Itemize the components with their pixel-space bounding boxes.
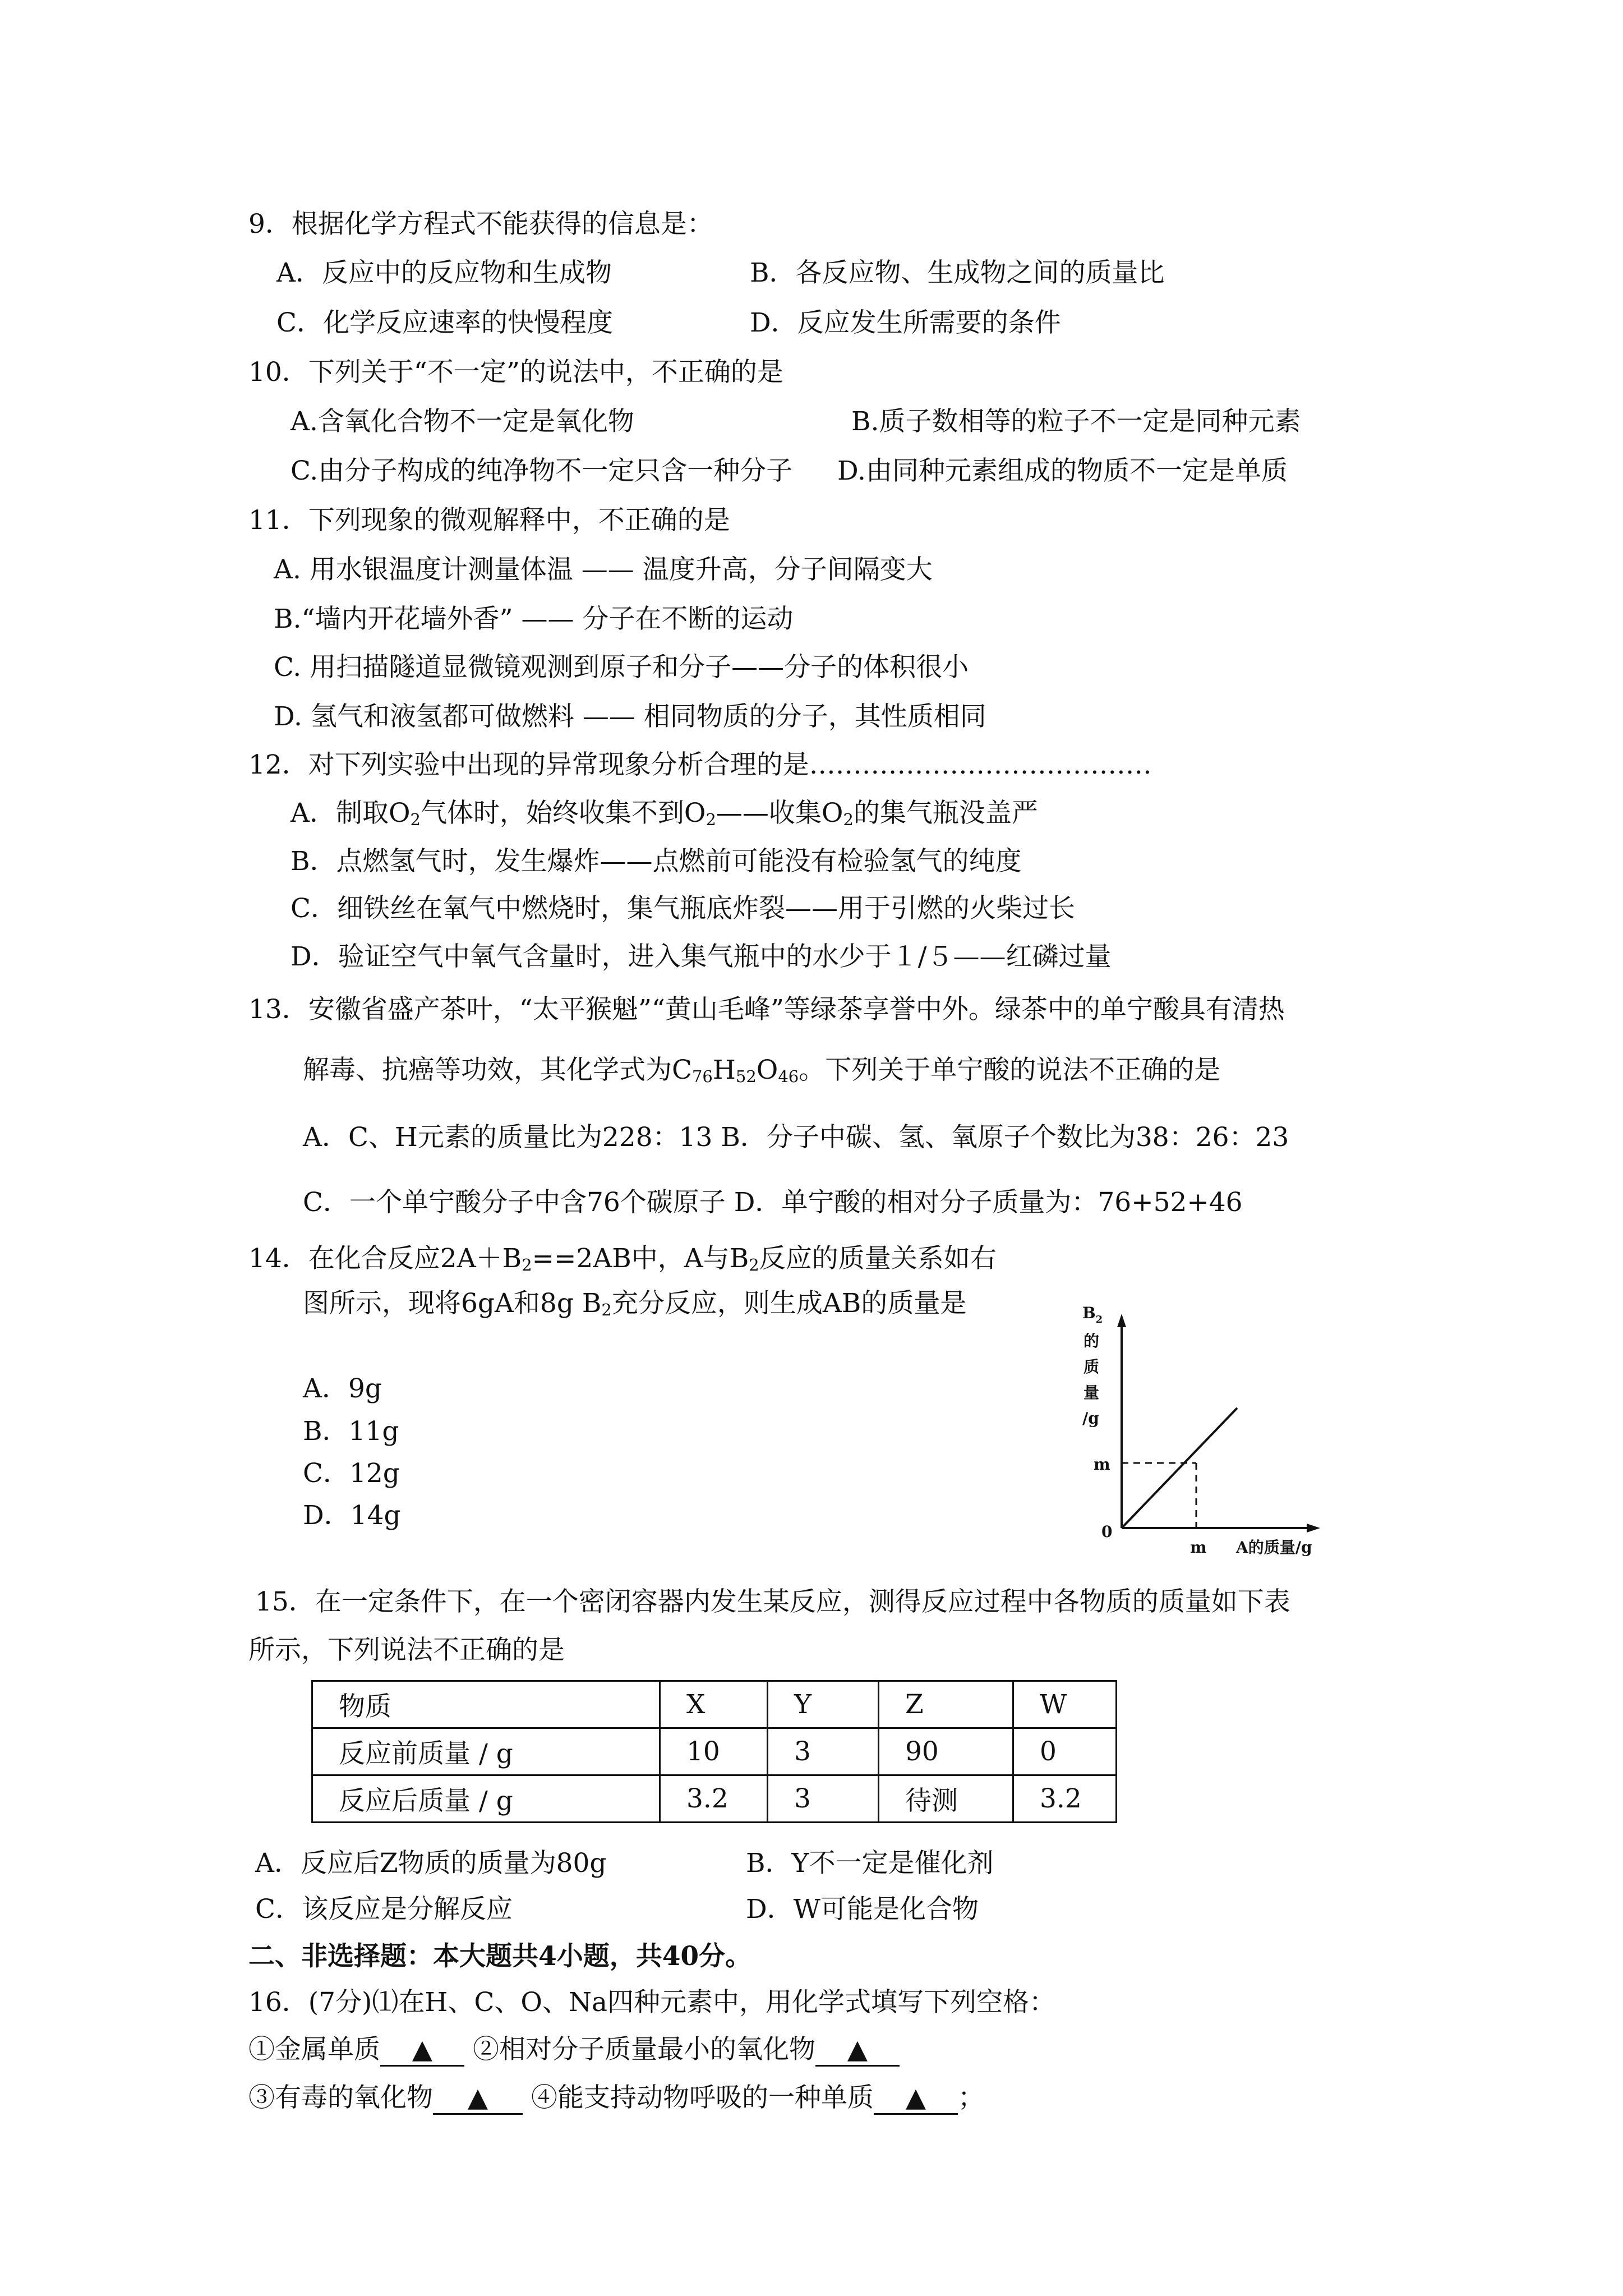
q14-stem-line2: 图所示，现将6gA和8g $B_2$充分反应，则生成AB的质量是 [303,1288,967,1319]
q9-option-d: D．反应发生所需要的条件 [750,307,1061,338]
q11-option-c: C. 用扫描隧道显微镜观测到原子和分子——分子的体积很小 [274,652,969,683]
q16-item-2: ②相对分子质量最小的氧化物 [472,2034,815,2065]
q10-option-d: D.由同种元素组成的物质不一定是单质 [837,455,1288,486]
table-cell: 待测 [879,1775,1013,1823]
answer-blank-3[interactable]: ▲ [433,2083,523,2115]
q10-option-b: B.质子数相等的粒子不一定是同种元素 [851,406,1301,437]
q14-option-c: C．12g [303,1458,400,1489]
q16-stem: 16．(7分)⑴在H、C、O、Na四种元素中，用化学式填写下列空格： [248,1987,1056,2018]
y-label-3: 量 [1083,1383,1100,1402]
q9-option-c: C．化学反应速率的快慢程度 [276,307,613,338]
y-label-2: 质 [1083,1358,1100,1376]
table-cell: 反应前质量 / g [312,1728,660,1775]
q16-line2 [248,2081,984,2115]
q16-item-4: ④能支持动物呼吸的一种单质 [531,2082,874,2113]
q15-option-a: A．反应后Z物质的质量为80g [255,1848,607,1879]
table-cell: 0 [1013,1728,1117,1775]
x-label: A的质量/g [1236,1538,1312,1557]
y-tick-m: m [1094,1455,1110,1474]
y-label-1: 的 [1083,1332,1100,1350]
q15-mass-table [311,1680,1117,1823]
q15-option-c: C．该反应是分解反应 [255,1894,513,1925]
q12-stem: 12．对下列实验中出现的异常现象分析合理的是………………………………… [248,749,1152,780]
q12-option-c: C．细铁丝在氧气中燃烧时，集气瓶底炸裂——用于引燃的火柴过长 [291,893,1075,924]
q16-line-end: ； [957,2082,984,2113]
q16-line1 [248,2033,900,2067]
q14-mass-graph [1063,1301,1366,1565]
table-cell: 反应后质量 / g [312,1775,660,1823]
y-axis-arrow [1117,1314,1126,1327]
y-label-b: $B_2$ [1082,1304,1103,1326]
q11-option-b: B.“墙内开花墙外香” —— 分子在不断的运动 [274,604,794,634]
table-cell: 3.2 [660,1775,768,1823]
answer-blank-2[interactable]: ▲ [815,2035,900,2067]
x-tick-m: m [1190,1538,1207,1557]
q13-options-cd: C．一个单宁酸分子中含76个碳原子 D．单宁酸的相对分子质量为：76+52+46 [303,1187,1243,1218]
answer-blank-4[interactable]: ▲ [874,2083,958,2115]
q13-stem: 13．安徽省盛产茶叶，“太平猴魁”“黄山毛峰”等绿茶享誉中外。绿茶中的单宁酸具有清热 [248,994,1285,1025]
table-row [312,1728,1117,1775]
q14-stem: 14．在化合反应$2A+B_2==2AB$中，A与$B_2$反应的质量关系如右 [248,1243,997,1274]
table-cell: 3 [768,1775,879,1823]
q11-option-d: D. 氢气和液氢都可做燃料 —— 相同物质的分子，其性质相同 [274,701,986,732]
table-cell: 3.2 [1013,1775,1117,1823]
table-cell: 10 [660,1728,768,1775]
q14-option-d: D．14g [303,1500,401,1531]
table-cell: Z [879,1681,1013,1728]
table-cell: Y [768,1681,879,1728]
q9-stem: 9．根据化学方程式不能获得的信息是： [248,209,713,240]
q16-item-1: ①金属单质 [248,2034,380,2065]
q9-option-b: B．各反应物、生成物之间的质量比 [750,257,1165,288]
q9-option-a: A．反应中的反应物和生成物 [276,257,612,288]
q13-stem-line2: 解毒、抗癌等功效，其化学式为$C_{76}H_{52}O_{46}$。下列关于单宁酸的说法不正确的是 [303,1055,1221,1086]
q15-stem-line2: 所示，下列说法不正确的是 [248,1635,565,1665]
table-cell: 3 [768,1728,879,1775]
table-row [312,1775,1117,1823]
mass-line [1122,1408,1237,1528]
table-cell: 90 [879,1728,1013,1775]
table-cell: 物质 [312,1681,660,1728]
q16-item-3: ③有毒的氧化物 [248,2082,433,2113]
q14-option-a: A．9g [303,1373,382,1404]
q15-option-d: D．W可能是化合物 [746,1894,979,1925]
q10-stem: 10．下列关于“不一定”的说法中，不正确的是 [248,357,783,388]
q15-option-b: B．Y不一定是催化剂 [746,1848,994,1879]
y-label-4: /g [1082,1409,1099,1428]
table-cell: X [660,1681,768,1728]
q11-stem: 11．下列现象的微观解释中，不正确的是 [248,505,730,536]
q15-stem: 15．在一定条件下，在一个密闭容器内发生某反应，测得反应过程中各物质的质量如下表 [255,1586,1290,1617]
q12-option-a: A．制取$O_2$气体时，始终收集不到$O_2——$收集$O_2$的集气瓶没盖严 [291,798,1038,829]
q11-option-a: A. 用水银温度计测量体温 —— 温度升高，分子间隔变大 [274,554,933,585]
q13-options-ab: A．C、H元素的质量比为228：13 B．分子中碳、氢、氧原子个数比为38：26：23 [303,1122,1289,1153]
q14-option-b: B．11g [303,1416,399,1447]
q10-option-a: A.含氧化合物不一定是氧化物 [291,406,634,437]
q10-option-c: C.由分子构成的纯净物不一定只含一种分子 [291,455,793,486]
q12-option-d: D．验证空气中氧气含量时，进入集气瓶中的水少于１/５——红磷过量 [291,941,1112,972]
answer-blank-1[interactable]: ▲ [380,2035,464,2067]
table-cell: W [1013,1681,1117,1728]
x-axis-arrow [1307,1524,1320,1533]
section2-heading: 二、非选择题：本大题共4小题，共40分。 [248,1941,752,1972]
q12-option-b: B．点燃氢气时，发生爆炸——点燃前可能没有检验氢气的纯度 [291,846,1022,877]
table-row [312,1681,1117,1728]
origin-label: 0 [1101,1522,1113,1541]
